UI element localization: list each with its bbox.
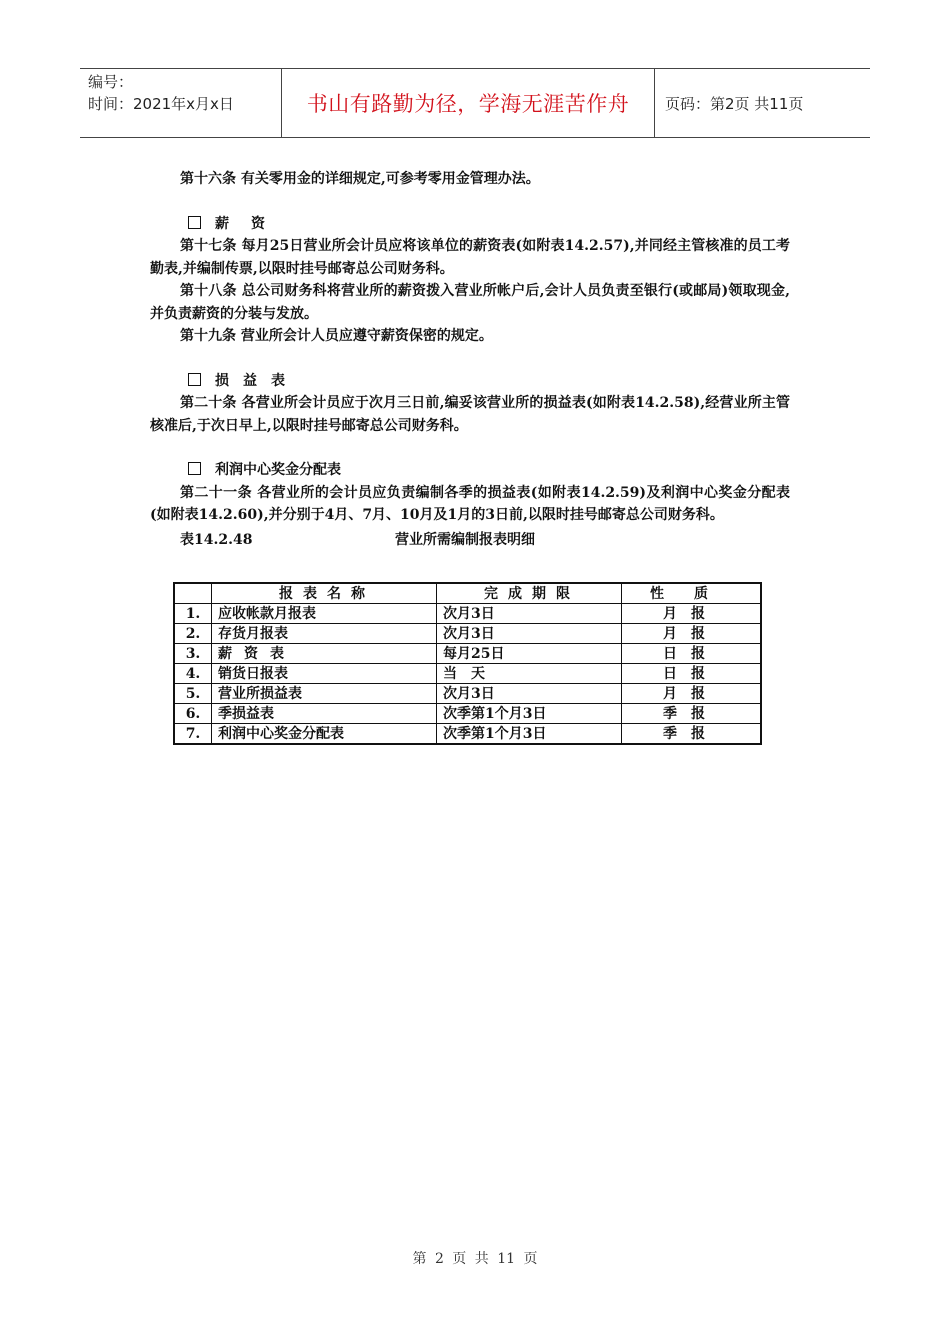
article-20: 第二十条 各营业所会计员应于次月三日前,编妥该营业所的损益表(如附表14.2.58),经营业所主管核准后,于次日早上,以限时挂号邮寄总公司财务科。 xyxy=(150,395,790,434)
row-number: 1. xyxy=(174,604,212,624)
report-type: 季报 xyxy=(622,724,762,745)
article-18: 第十八条 总公司财务科将营业所的薪资拨入营业所帐户后,会计人员负责至银行(或邮局)领取现金,并负责薪资的分装与发放。 xyxy=(150,283,790,322)
section-salary xyxy=(150,213,790,236)
document-number-label: 编号： xyxy=(88,73,134,91)
document-body xyxy=(150,168,790,551)
page-header xyxy=(80,68,870,138)
report-name: 销货日报表 xyxy=(212,664,437,684)
row-number: 7. xyxy=(174,724,212,745)
report-name: 应收帐款月报表 xyxy=(212,604,437,624)
document-time: 时间：2021年x月x日 xyxy=(88,95,234,113)
report-type: 日报 xyxy=(622,644,762,664)
section-profit-loss xyxy=(150,370,790,393)
page-footer: 第 2 页 共 11 页 xyxy=(412,1251,538,1267)
report-name: 薪资表 xyxy=(212,644,437,664)
deadline: 次季第1个月3日 xyxy=(437,724,622,745)
deadline: 次月3日 xyxy=(437,624,622,644)
header-cell: 报表名称 xyxy=(212,583,437,604)
table-title: 营业所需编制报表明细 xyxy=(395,531,535,548)
report-name: 存货月报表 xyxy=(212,624,437,644)
header-cell: 性质 xyxy=(622,583,762,604)
report-type: 日报 xyxy=(622,664,762,684)
checkbox-icon xyxy=(188,216,201,229)
report-name: 季损益表 xyxy=(212,704,437,724)
header-motto: 书山有路勤为径，学海无涯苦作舟 xyxy=(281,69,655,137)
checkbox-icon xyxy=(188,462,201,475)
table-row xyxy=(174,644,761,664)
deadline: 次月3日 xyxy=(437,604,622,624)
table-row xyxy=(174,684,761,704)
report-type: 月报 xyxy=(622,604,762,624)
report-type: 月报 xyxy=(622,624,762,644)
row-number: 6. xyxy=(174,704,212,724)
header-left xyxy=(80,69,281,137)
article-21: 第二十一条 各营业所的会计员应负责编制各季的损益表(如附表14.2.59)及利润中心奖金分配表(如附表14.2.60),并分别于4月、7月、10月及1月的3日前,以限时挂号邮寄总公司财务科。 xyxy=(150,484,790,523)
table-id: 表14.2.48 xyxy=(180,531,253,548)
section-bonus xyxy=(150,459,790,482)
report-type: 季报 xyxy=(622,704,762,724)
report-name: 营业所损益表 xyxy=(212,684,437,704)
table-row xyxy=(174,624,761,644)
table-caption xyxy=(150,529,790,551)
section-profit-loss-title: 损益表 xyxy=(215,372,299,389)
row-number: 2. xyxy=(174,624,212,644)
report-name: 利润中心奖金分配表 xyxy=(212,724,437,745)
section-bonus-title: 利润中心奖金分配表 xyxy=(215,462,341,478)
header-cell xyxy=(174,583,212,604)
section-salary-title: 薪资 xyxy=(215,215,287,232)
deadline: 当天 xyxy=(437,664,622,684)
header-page-info: 页码：第2页 共11页 xyxy=(665,94,804,113)
table-row xyxy=(174,704,761,724)
article-16: 第十六条 有关零用金的详细规定,可参考零用金管理办法。 xyxy=(180,171,540,187)
report-table xyxy=(173,582,762,745)
table-row xyxy=(174,664,761,684)
row-number: 3. xyxy=(174,644,212,664)
article-19: 第十九条 营业所会计人员应遵守薪资保密的规定。 xyxy=(180,328,493,344)
table-row xyxy=(174,604,761,624)
article-17: 第十七条 每月25日营业所会计员应将该单位的薪资表(如附表14.2.57),并同经主管核准的员工考勤表,并编制传票,以限时挂号邮寄总公司财务科。 xyxy=(150,238,790,277)
row-number: 4. xyxy=(174,664,212,684)
report-type: 月报 xyxy=(622,684,762,704)
deadline: 次月3日 xyxy=(437,684,622,704)
header-cell: 完成期限 xyxy=(437,583,622,604)
checkbox-icon xyxy=(188,373,201,386)
deadline: 次季第1个月3日 xyxy=(437,704,622,724)
table-header-row xyxy=(174,583,761,604)
table-row xyxy=(174,724,761,745)
row-number: 5. xyxy=(174,684,212,704)
deadline: 每月25日 xyxy=(437,644,622,664)
